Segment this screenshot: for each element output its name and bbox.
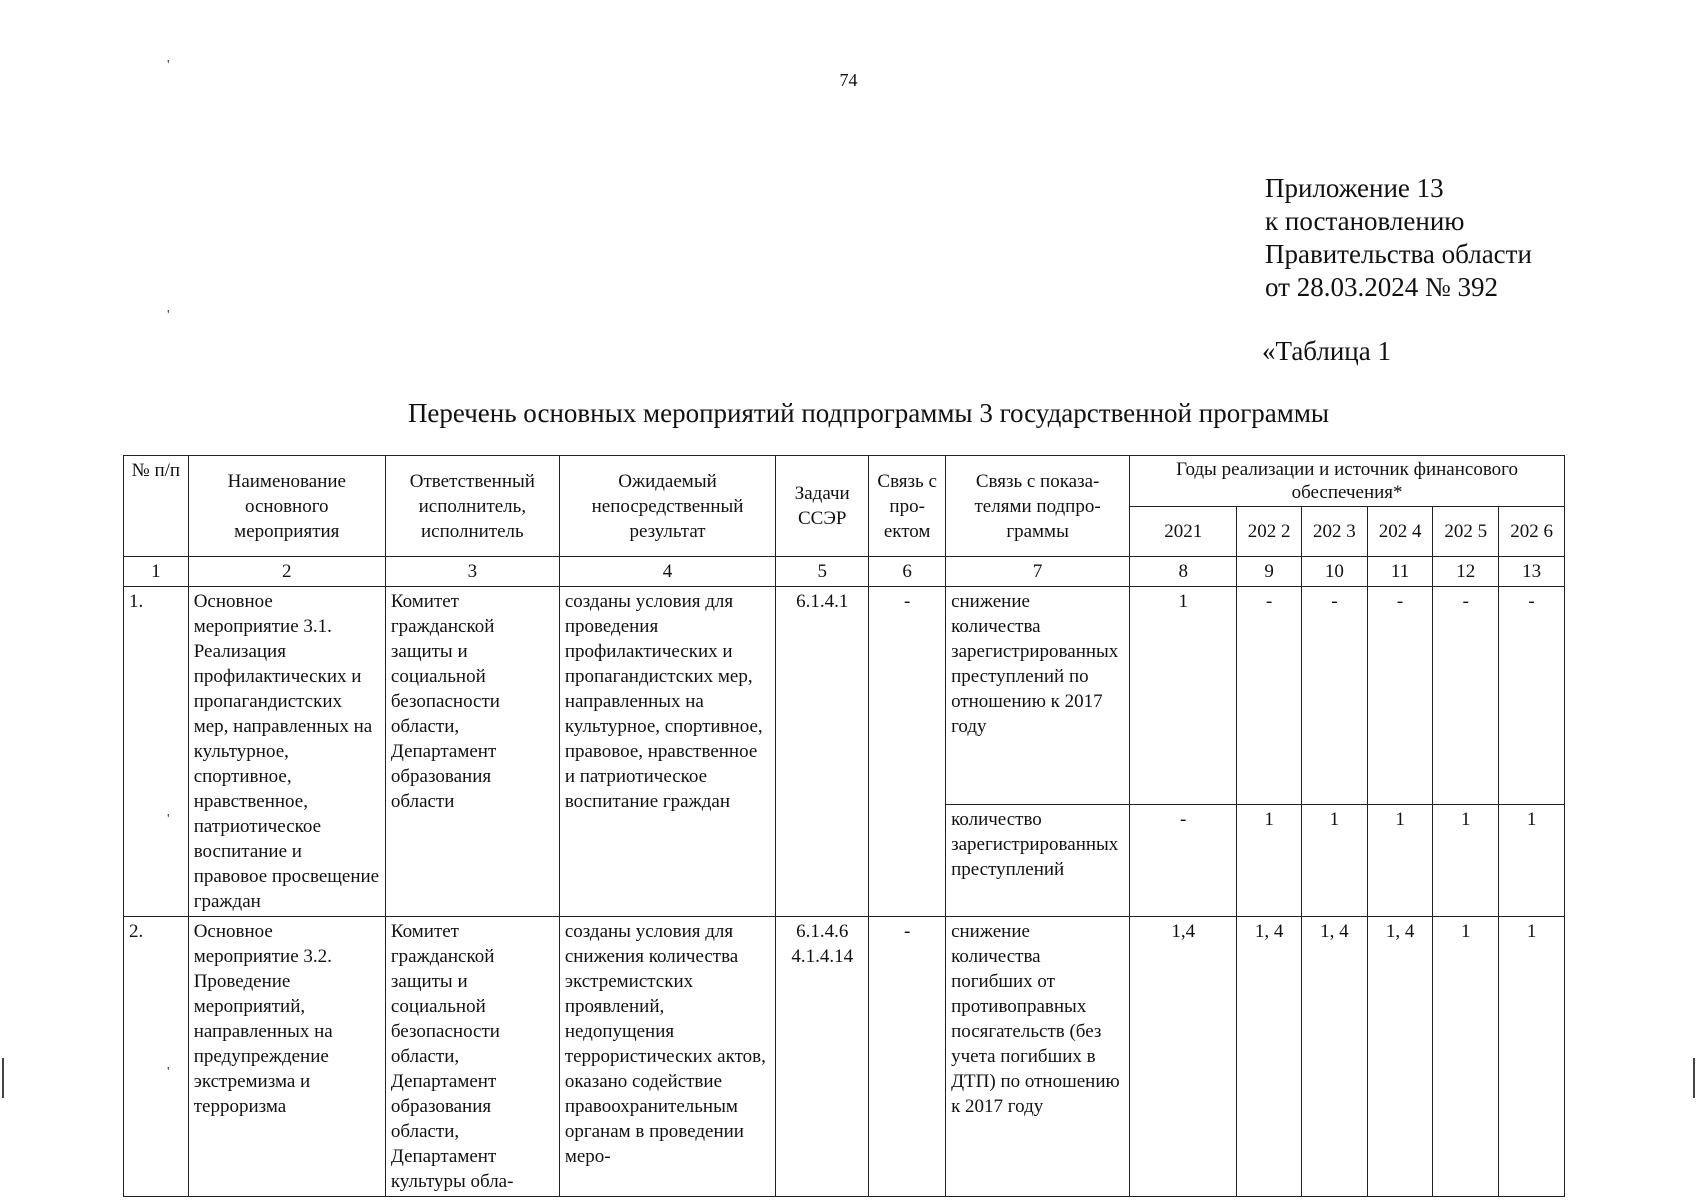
appendix-line-3: Правительства области [1265, 239, 1532, 269]
header-tasks: Задачи ССЭР [776, 456, 869, 557]
column-numbers-row [124, 557, 1565, 587]
row-1-ind-1-2024: - [1367, 587, 1433, 805]
col-num-1: 1 [124, 557, 189, 587]
col-num-2: 2 [188, 557, 385, 587]
header-executor: Ответственный исполнитель, исполнитель [385, 456, 559, 557]
row-2-tasks [776, 917, 869, 1197]
header-year-2023: 202 3 [1302, 507, 1368, 557]
scan-tick-mark: ' [167, 812, 170, 827]
scan-tick-mark: ' [167, 308, 170, 323]
row-1-ind-2-2026: 1 [1499, 804, 1565, 916]
row-2-num: 2. [124, 917, 189, 1197]
col-num-9: 9 [1237, 557, 1302, 587]
row-2-name: Основное мероприятие 3.2. Проведение мероприятий, направленных на предупреждение экстремизма и терроризма [188, 917, 385, 1197]
row-1-ind-2-2023: 1 [1302, 804, 1368, 916]
header-year-2021: 2021 [1130, 507, 1237, 557]
row-1-num: 1. [124, 587, 189, 917]
row-2-2024: 1, 4 [1367, 917, 1433, 1197]
header-years-group: Годы реализации и источник финансового обеспечения* [1130, 456, 1565, 507]
row-1-ind-1-2023: - [1302, 587, 1368, 805]
row-1-ind-2-2024: 1 [1367, 804, 1433, 916]
row-2-2026: 1 [1499, 917, 1565, 1197]
activities-table [123, 455, 1565, 1197]
row-2-2023: 1, 4 [1302, 917, 1368, 1197]
row-1-indicator-1: снижение количества зарегистрированных преступлений по отношению к 2017 году [946, 587, 1130, 805]
row-1-project: - [869, 587, 946, 917]
row-1-ind-1-2022: - [1237, 587, 1302, 805]
row-1-indicator-2: количество зарегистрированных преступлений [946, 804, 1130, 916]
col-num-3: 3 [385, 557, 559, 587]
row-2-2021: 1,4 [1130, 917, 1237, 1197]
row-2-task-1: 6.1.4.6 [796, 921, 849, 942]
appendix-block [1265, 172, 1532, 304]
table-row [124, 917, 1565, 1197]
header-indicators: Связь с показа- телями подпро- граммы [946, 456, 1130, 557]
col-num-6: 6 [869, 557, 946, 587]
appendix-line-2: к постановлению [1265, 206, 1465, 236]
header-year-2022: 202 2 [1237, 507, 1302, 557]
header-project: Связь с про- ектом [869, 456, 946, 557]
row-2-indicator: снижение количества погибших от противоправных посягательств (без учета погибших в ДТП) по отношению к 2017 году [946, 917, 1130, 1197]
table-row [124, 587, 1565, 805]
col-num-7: 7 [946, 557, 1130, 587]
row-1-name: Основное мероприятие 3.1. Реализация профилактических и пропагандистских мер, направленных на культурное, спортивное, нравственное, патриотическое воспитание и правовое просвещение граждан [188, 587, 385, 917]
header-num: № п/п [124, 456, 189, 557]
col-num-12: 12 [1433, 557, 1499, 587]
row-1-ind-2-2025: 1 [1433, 804, 1499, 916]
row-1-executor: Комитет гражданской защиты и социальной безопасности области, Департамент образования области [385, 587, 559, 917]
header-row-1 [124, 456, 1565, 507]
appendix-line-4: от 28.03.2024 № 392 [1265, 272, 1498, 302]
table-label: «Таблица 1 [1262, 336, 1391, 366]
header-year-2024: 202 4 [1367, 507, 1433, 557]
row-2-result: созданы условия для снижения количества экстремистских проявлений, недопущения террористических актов, оказано содействие правоохранительным органам в проведении меро- [559, 917, 775, 1197]
row-1-result: созданы условия для проведения профилактических и пропагандистских мер, направленных на культурное, спортивное, правовое, нравственное и патриотическое воспитание граждан [559, 587, 775, 917]
col-num-13: 13 [1499, 557, 1565, 587]
row-1-ind-1-2021: 1 [1130, 587, 1237, 805]
header-result: Ожидаемый непосредственный результат [559, 456, 775, 557]
col-num-8: 8 [1130, 557, 1237, 587]
scan-edge-mark-left [2, 1058, 4, 1098]
row-1-ind-2-2021: - [1130, 804, 1237, 916]
page-number: 74 [839, 70, 858, 90]
row-2-project: - [869, 917, 946, 1197]
row-1-tasks: 6.1.4.1 [776, 587, 869, 917]
scan-tick-mark: ' [167, 1065, 170, 1080]
header-name: Наименование основного мероприятия [188, 456, 385, 557]
row-1-ind-2-2022: 1 [1237, 804, 1302, 916]
header-year-2026: 202 6 [1499, 507, 1565, 557]
document-title: Перечень основных мероприятий подпрограммы 3 государственной программы [407, 398, 1330, 428]
appendix-line-1: Приложение 13 [1265, 173, 1444, 203]
row-2-2022: 1, 4 [1237, 917, 1302, 1197]
row-2-executor: Комитет гражданской защиты и социальной безопасности области, Департамент образования области, Департамент культуры обла- [385, 917, 559, 1197]
row-2-2025: 1 [1433, 917, 1499, 1197]
row-1-ind-1-2025: - [1433, 587, 1499, 805]
row-1-ind-1-2026: - [1499, 587, 1565, 805]
header-year-2025: 202 5 [1433, 507, 1499, 557]
scan-edge-mark-right [1693, 1058, 1695, 1098]
col-num-5: 5 [776, 557, 869, 587]
col-num-11: 11 [1367, 557, 1433, 587]
col-num-4: 4 [559, 557, 775, 587]
col-num-10: 10 [1302, 557, 1368, 587]
row-2-task-2: 4.1.4.14 [791, 946, 854, 967]
scan-tick-mark: ' [167, 58, 170, 73]
